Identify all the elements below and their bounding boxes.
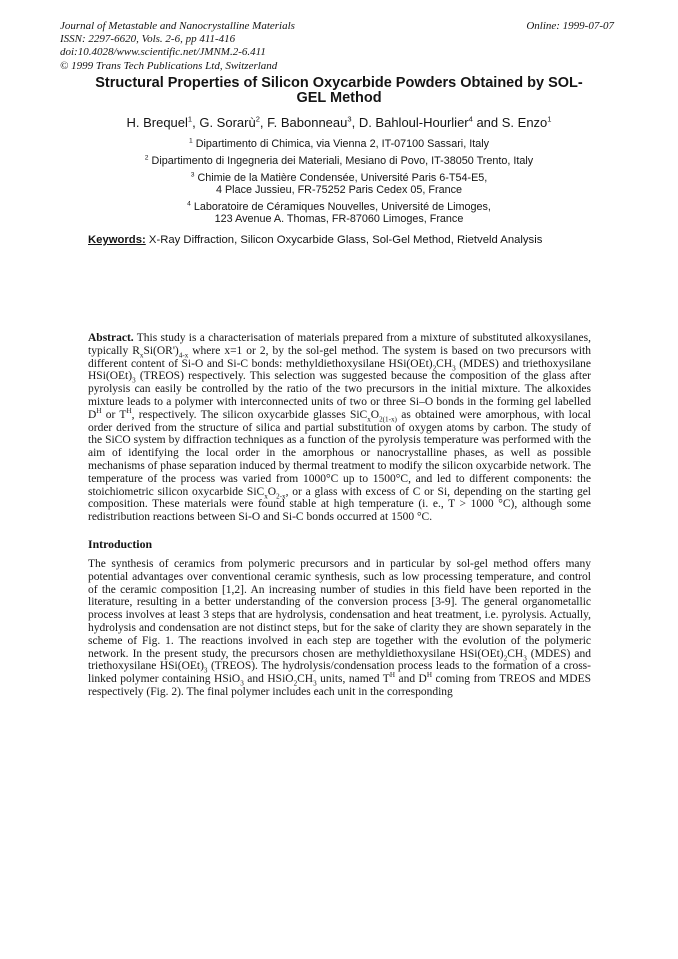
paper-title — [79, 76, 599, 107]
affiliation-3: $^3$ Chimie de la Matière Condensée, Université Paris 6-T54-E5, 4 Place Jussieu, FR-75252 Paris Cedex 05, France — [190, 171, 488, 197]
section-heading-introduction: Introduction — [88, 536, 153, 551]
journal-copyright-line: © 1999 Trans Tech Publications Ltd, Switzerland — [60, 59, 278, 72]
affiliation-2: $^2$ Dipartimento di Ingegneria dei Materiali, Mesiano di Povo, IT-38050 Trento, Italy — [144, 154, 534, 168]
online-date: Online: 1999-07-07 — [526, 20, 614, 32]
affiliation-1: $^1$ Dipartimento di Chimica, via Vienna 2, IT-07100 Sassari, Italy — [189, 137, 489, 150]
affiliation-4: $^4$ Laboratoire de Céramiques Nouvelles, Université de Limoges, 123 Avenue A. Thomas, FR-87060 Limoges, France — [187, 200, 491, 225]
abstract-paragraph — [88, 332, 591, 524]
author-affil-ref: 3 — [347, 114, 352, 124]
affiliation-marker: 4 — [187, 200, 191, 208]
keywords-label: Keywords: — [88, 234, 146, 247]
author-list — [0, 115, 678, 131]
paper-title-line-2: GEL Method — [296, 90, 382, 107]
abstract-label: Abstract. — [88, 332, 134, 345]
author-affil-ref: 1 — [187, 114, 193, 124]
journal-doi-line: doi:10.4028/www.scientific.net/JMNM.2-6.411 — [60, 46, 266, 59]
introduction-paragraph: The synthesis of ceramics from polymeric precursors and in particular by sol-gel method offers many potential advantages over conventional ceramic synthesis, such as low processing temperature, and control of the ceramic composition [1,2]. An increasing number of studies in this field have been reported in the literature, resulting in a better understanding of the conversion process [3-9]. The general organometallic process involves at least 3 steps that are hydrolysis, condensation and heat treatment, i.e. pyrolysis. Actually, hydrolysis and condensation are not distinct steps, but for the sake of clarity they are shown separately in the scheme of Fig. 1. The reactions involved in each step are together with the evolution of the polymeric network. In the present study, the precursors chosen are methyldiethoxysilane $HSi(OEt)_2CH_3$ (MDES) and triethoxysilane $HSi(OEt)_3$ (TREOS). The hydrolysis/condensation process leads to the formation of a cross-linked polymer containing HSiO$_3$ and $HSiO_2CH_3$ units, named $T^H$ and $D^H$ coming from TREOS and MDES respectively (Fig. 2). The final polymer includes each unit in the corresponding — [88, 557, 592, 698]
keywords-line — [88, 234, 591, 247]
author: S. Enzo$^1$ — [501, 114, 552, 130]
author-affil-ref: 2 — [255, 114, 260, 124]
journal-issn-line: ISSN: 2297-6620, Vols. 2-6, pp 411-416 — [60, 33, 236, 46]
affiliation-marker: 3 — [190, 171, 195, 179]
journal-name: Journal of Metastable and Nanocrystalline Materials — [60, 20, 295, 32]
journal-info — [60, 20, 295, 73]
author: F. Babonneau$^3$, — [267, 114, 359, 130]
journal-header — [60, 20, 614, 73]
affiliation-marker: 1 — [189, 137, 193, 145]
author-affil-ref: 1 — [547, 114, 552, 124]
author-affil-ref: 4 — [468, 114, 473, 124]
author: D. Bahloul-Hourlier$^4$ and — [358, 114, 502, 130]
abstract-text: This study is a characterisation of materials prepared from a mixture of substituted alkoxysilanes, typically $R_xSi(OR')_{4-x}$ where x=1 or 2, by the sol-gel method. The system is based on two precursors with different content of Si-O and Si-C bonds: methyldiethoxysilane $HSi(OEt)_2CH_3$ (MDES) and triethoxysilane $HSi(OEt)_3$ (TREOS) respectively. This selection was suggested because the composition of the glass after pyrolysis can easily be controlled by the ratio of the two precursors in the initial mixture. The alkoxides mixture leads to a polymer with interconnected units of two or three Si–O bonds in the forming gel labelled $D^H$ or $T^H$, respectively. The silicon oxycarbide glasses $SiC_xO_{2(1-x)}$ as obtained were amorphous, with local order derived from the structure of silica and partial substitution of oxygen atoms by carbon. The study of the SiCO system by diffraction techniques as a function of the pyrolysis temperature was performed with the aim of identifying the local order in the amorphous or nanocrystalline phases, as well as possible mechanisms of phase separation induced by thermal treatment to modify the silicon oxycarbide network. The temperature of the process was varied from 1000°C up to 1500°C, and led to different components: the stoichiometric silicon oxycarbide $SiC_xO_{2-x}$, or a glass with excess of C or Si, depending on the starting gel composition. These materials were found stable at high temperature (i. e., T > 1000 °C), although some redistribution reactions between Si-O and Si-C bonds occurred at 1500 °C. — [88, 332, 591, 524]
keywords-text: X-Ray Diffraction, Silicon Oxycarbide Glass, Sol-Gel Method, Rietveld Analysis — [145, 234, 543, 247]
affiliation-marker: 2 — [144, 154, 149, 162]
paper-title-line-1: Structural Properties of Silicon Oxycarbide Powders Obtained by SOL- — [95, 74, 583, 91]
author: H. Brequel$^1$, — [126, 114, 200, 130]
author: G. Sorarù$^2$, — [199, 114, 268, 130]
